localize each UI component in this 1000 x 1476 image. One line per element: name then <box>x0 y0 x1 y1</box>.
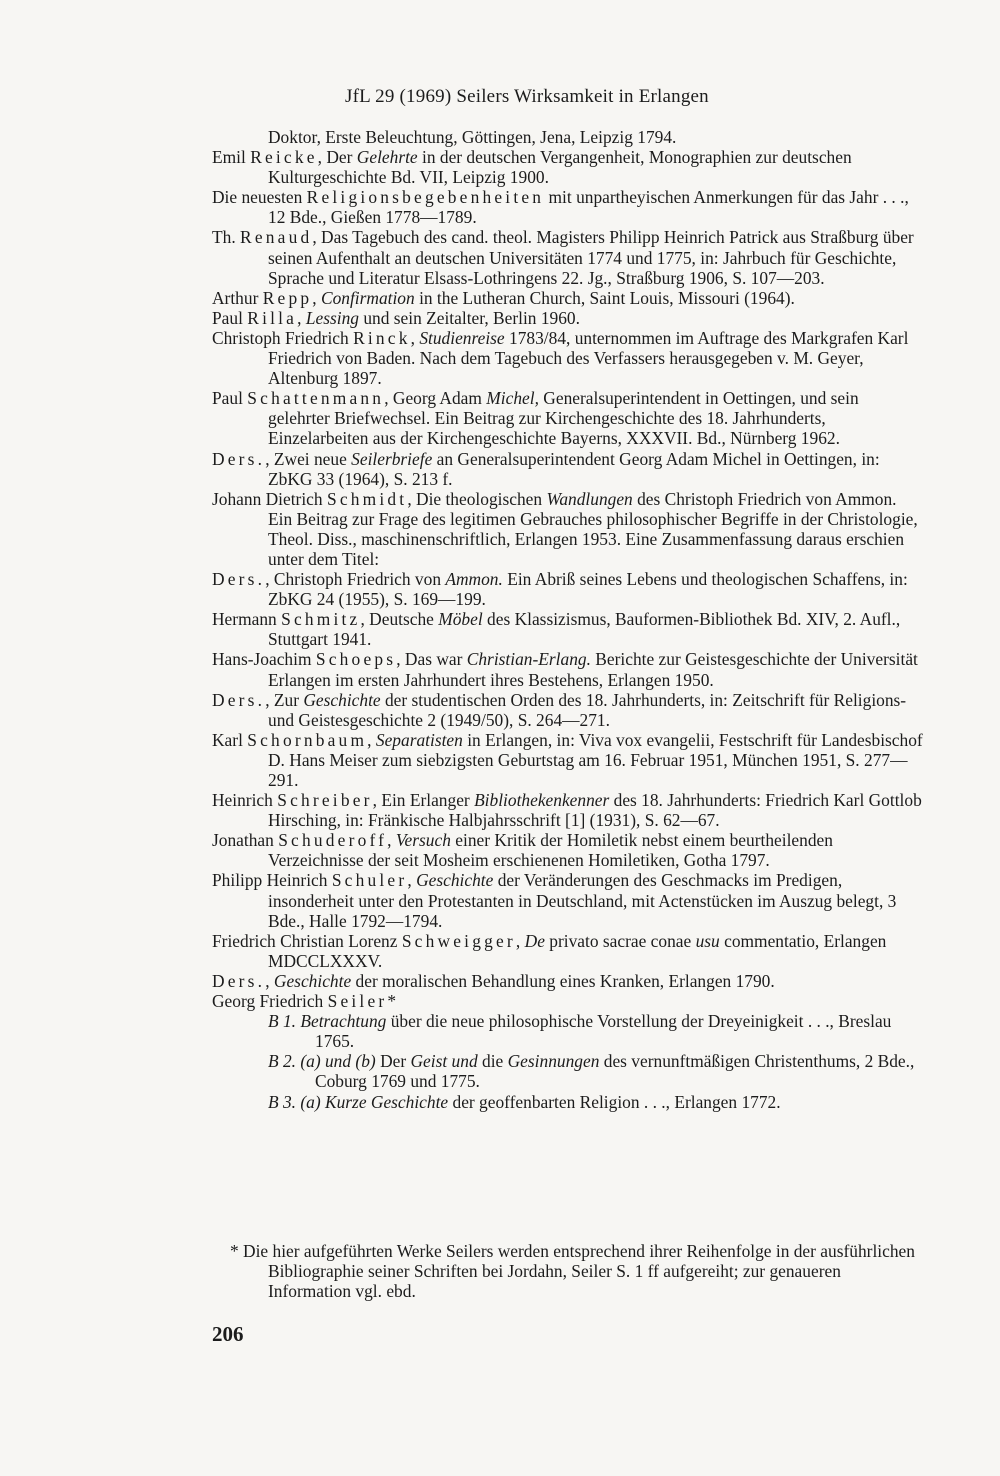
entry-text: der studentischen Orden des 18. Jahrhunderts, in: Zeitschrift für Religions- und Geistesgeschichte 2 (1949/50), S. 264—271. <box>268 689 907 730</box>
author-surname: Rilla <box>247 307 298 328</box>
author-surname: Schuler <box>331 870 408 891</box>
bib-entry-renaud <box>212 227 924 287</box>
title-keyword: Gesinnungen <box>507 1051 600 1072</box>
entry-text: , <box>407 870 412 891</box>
bib-entry-seiler <box>212 991 924 1011</box>
entry-text: in the Lutheran Church, Saint Louis, Missouri (1964). <box>419 287 795 308</box>
entry-text: , <box>410 327 415 348</box>
title-keyword: Möbel <box>438 609 483 630</box>
author-first: Christoph Friedrich <box>212 327 349 348</box>
seiler-work-b2 <box>212 1051 924 1091</box>
title-keyword: Versuch <box>395 830 451 851</box>
entry-text: , Zwei neue <box>265 448 347 469</box>
author-first: Emil <box>212 147 246 168</box>
title-keyword: B 3. (a) Kurze Geschichte <box>268 1091 449 1112</box>
entry-text: , Christoph Friedrich von <box>265 569 442 590</box>
entry-text: Der <box>380 1051 407 1072</box>
title-keyword: Lessing <box>305 307 359 328</box>
author-first: Heinrich <box>212 790 273 811</box>
entry-text: , <box>265 970 270 991</box>
entry-text: die <box>482 1051 504 1072</box>
bib-entry-schuderoff <box>212 830 924 870</box>
entry-text: des Christoph Friedrich von Ammon. Ein Beitrag zur Frage des legitimen Gebrauches philosophischer Begriffe in der Christologie, Theol. Diss., maschinenschriftlich, Erlangen 1953. Eine Zusammenfassung daraus erschien unter dem Titel: <box>268 488 918 569</box>
author-surname: Reicke <box>250 147 318 168</box>
entry-text: , <box>387 830 392 851</box>
author-surname: Schornbaum <box>247 729 368 750</box>
bib-entry-ders-seilerbriefe <box>212 449 924 489</box>
entry-text: Ein Abriß seines Lebens und theologischen Schaffens, in: ZbKG 24 (1955), S. 169—199. <box>268 569 908 610</box>
title-keyword: Geschichte <box>303 689 381 710</box>
author-surname: Renaud <box>240 227 313 248</box>
bib-entry-schuler <box>212 870 924 930</box>
title-keyword: usu <box>695 930 720 951</box>
entry-text: des Klassizismus, Bauformen-Bibliothek Bd. XIV, 2. Aufl., Stuttgart 1941. <box>268 609 901 650</box>
author-first: Georg Friedrich <box>212 991 324 1012</box>
title-keyword: Studienreise <box>419 327 505 348</box>
bib-entry-ders-geschichte <box>212 971 924 991</box>
title-keyword: Gelehrte <box>356 147 418 168</box>
author-first: Friedrich Christian Lorenz <box>212 930 398 951</box>
entry-text: 1783/84, unternommen im Auftrage des Markgrafen Karl Friedrich von Baden. Nach dem Tagebuch des Verfassers herausgegeben v. M. Geyer, Altenburg 1897. <box>268 327 909 389</box>
seiler-work-b1 <box>212 1011 924 1051</box>
author-first: Karl <box>212 729 243 750</box>
title-keyword: Confirmation <box>320 287 415 308</box>
entry-text: , <box>312 287 317 308</box>
title-keyword: B 1. Betrachtung <box>268 1011 387 1032</box>
bib-entry-schmitz <box>212 609 924 649</box>
seiler-work-b3 <box>212 1092 924 1112</box>
entry-text: der geoffenbarten Religion . . ., Erlangen 1772. <box>452 1091 781 1112</box>
entry-text: Die neuesten <box>212 187 303 208</box>
entry-text: Generalsuperintendent in Oettingen, und sein gelehrter Briefwechsel. Ein Beitrag zur Kirchengeschichte des 18. Jahrhunderts, Einzelarbeiten aus der Kirchengeschichte Bayerns, XXXVII. Bd., Nürnberg 1962. <box>268 388 859 449</box>
entry-text: in Erlangen, in: Viva vox evangelii, Festschrift für Landesbischof D. Hans Meiser zum siebzigsten Geburtstag am 16. Februar 1951, München 1951, S. 277—291. <box>268 729 923 790</box>
title-keyword: Seilerbriefe <box>351 448 433 469</box>
bib-entry-rilla <box>212 308 924 328</box>
title-keyword: Geschichte <box>273 970 352 991</box>
author-first: Arthur <box>212 287 259 308</box>
author-surname: Ders. <box>212 569 266 590</box>
title-keyword: Wandlungen <box>546 488 633 509</box>
footnote-text: * Die hier aufgeführten Werke Seilers werden entsprechend ihrer Reihenfolge in der ausführlichen Bibliographie seiner Schriften bei Jordahn, Seiler S. 1 ff aufgereiht; zur genaueren Information vgl. ebd. <box>230 1241 915 1302</box>
entry-text: Doktor, Erste Beleuchtung, Göttingen, Jena, Leipzig 1794. <box>268 127 677 147</box>
author-surname: Schreiber <box>277 790 373 811</box>
entry-text: , Das war <box>396 649 463 670</box>
author-first: Paul <box>212 307 243 328</box>
author-surname: Schweigger <box>401 930 516 951</box>
entry-text: , <box>515 930 521 951</box>
footnote <box>212 1241 924 1301</box>
author-surname: Schmitz <box>281 609 361 630</box>
author-surname: Ders. <box>212 970 266 991</box>
page-number: 206 <box>212 1322 244 1346</box>
author-first: Johann Dietrich <box>212 488 323 509</box>
bib-entry-ders-orden <box>212 690 924 730</box>
title-keyword: Bibliothekenkenner <box>474 790 610 811</box>
title-keyword: Ammon. <box>445 569 503 590</box>
entry-text: einer Kritik der Homiletik nebst einem beurtheilenden Verzeichnisse der seit Mosheim erschienenen Homiletiken, Gotha 1797. <box>268 830 833 871</box>
entry-text: , Deutsche <box>360 609 434 630</box>
entry-text: an Generalsuperintendent Georg Adam Michel in Oettingen, in: ZbKG 33 (1964), S. 213 f. <box>268 448 880 489</box>
title-keyword: Separatisten <box>375 729 463 750</box>
title-keyword: De <box>524 930 545 951</box>
entry-text: , Ein Erlanger <box>372 790 470 811</box>
entry-text: , Georg Adam <box>384 388 482 409</box>
title-keyword: Christian-Erlang. <box>466 649 591 670</box>
bib-entry-continued <box>212 127 924 147</box>
entry-text: mit unpartheyischen Anmerkungen für das Jahr . . ., 12 Bde., Gießen 1778—1789. <box>268 187 909 228</box>
bib-entry-rinck <box>212 328 924 388</box>
bib-entry-schornbaum <box>212 730 924 790</box>
author-first: Hans-Joachim <box>212 649 312 670</box>
bib-entry-schweigger <box>212 931 924 971</box>
entry-text: und sein Zeitalter, Berlin 1960. <box>363 307 580 328</box>
author-first: Th. <box>212 227 236 248</box>
author-surname: Repp <box>262 287 313 308</box>
author-surname: Schoeps <box>315 649 397 670</box>
author-first: Jonathan <box>212 830 274 851</box>
entry-text: über die neue philosophische Vorstellung der Dreyeinigkeit . . ., Breslau 1765. <box>315 1011 892 1052</box>
author-surname: Schmidt <box>326 488 408 509</box>
bibliography-list <box>212 127 924 1112</box>
author-first: Paul <box>212 388 243 409</box>
title-keyword: Geschichte <box>416 870 494 891</box>
author-first: Philipp Heinrich <box>212 870 328 891</box>
entry-text: , <box>297 307 302 328</box>
running-head: JfL 29 (1969) Seilers Wirksamkeit in Erlangen <box>345 86 709 107</box>
author-surname: Ders. <box>212 689 266 710</box>
bib-entry-schreiber <box>212 790 924 830</box>
entry-text: in der deutschen Vergangenheit, Monographien zur deutschen Kulturgeschichte Bd. VII, Leipzig 1900. <box>268 147 852 188</box>
bib-entry-schmidt <box>212 489 924 569</box>
title-keyword: Geist und <box>410 1051 478 1072</box>
entry-text: des 18. Jahrhunderts: Friedrich Karl Gottlob Hirsching, in: Fränkische Halbjahrsschrift [1] (1931), S. 62—67. <box>268 790 922 831</box>
bib-entry-ders-ammon <box>212 569 924 609</box>
author-surname: Ders. <box>212 448 266 469</box>
entry-text: , Das Tagebuch des cand. theol. Magisters Philipp Heinrich Patrick aus Straßburg über seinen Aufenthalt an deutschen Universitäten 1774 und 1775, in: Jahrbuch für Geschichte, Sprache und Literatur Elsass-Lothringens 22. Jg., Straßburg 1906, S. 107—203. <box>268 227 914 288</box>
entry-text: des vernunftmäßigen Christenthums, 2 Bde., Coburg 1769 und 1775. <box>315 1051 915 1092</box>
entry-text: privato sacrae conae <box>549 930 692 951</box>
author-surname: Schattenmann <box>247 388 385 409</box>
bib-entry-schoeps <box>212 649 924 689</box>
entry-text: der moralischen Behandlung eines Kranken, Erlangen 1790. <box>355 970 775 991</box>
author-first: Hermann <box>212 609 277 630</box>
author-surname: Schuderoff <box>278 830 388 851</box>
entry-text: , Der <box>317 147 353 168</box>
entry-text: Berichte zur Geistesgeschichte der Universität Erlangen im ersten Jahrhundert ihres Bestehens, Erlangen 1950. <box>268 649 918 690</box>
entry-text: der Veränderungen des Geschmacks im Predigen, insonderheit unter den Protestanten in Deutschland, mit Actenstücken im Auszug belegt, 3 Bde., Halle 1792—1794. <box>268 870 897 931</box>
bib-entry-reicke <box>212 147 924 187</box>
bib-entry-repp <box>212 288 924 308</box>
entry-text: , Zur <box>265 689 299 710</box>
title-keyword: Religionsbegebenheiten <box>306 187 545 208</box>
entry-text: commentatio, Erlangen MDCCLXXXV. <box>268 930 887 971</box>
author-surname: Seiler* <box>327 991 400 1012</box>
title-keyword: B 2. (a) und (b) <box>268 1051 376 1072</box>
bib-entry-schattenmann <box>212 388 924 448</box>
title-keyword: Michel, <box>486 388 539 409</box>
author-surname: Rinck <box>353 327 411 348</box>
entry-text: , Die theologischen <box>407 488 543 509</box>
entry-text: , <box>367 729 372 750</box>
bib-entry-religionsbegebenheiten <box>212 187 924 227</box>
